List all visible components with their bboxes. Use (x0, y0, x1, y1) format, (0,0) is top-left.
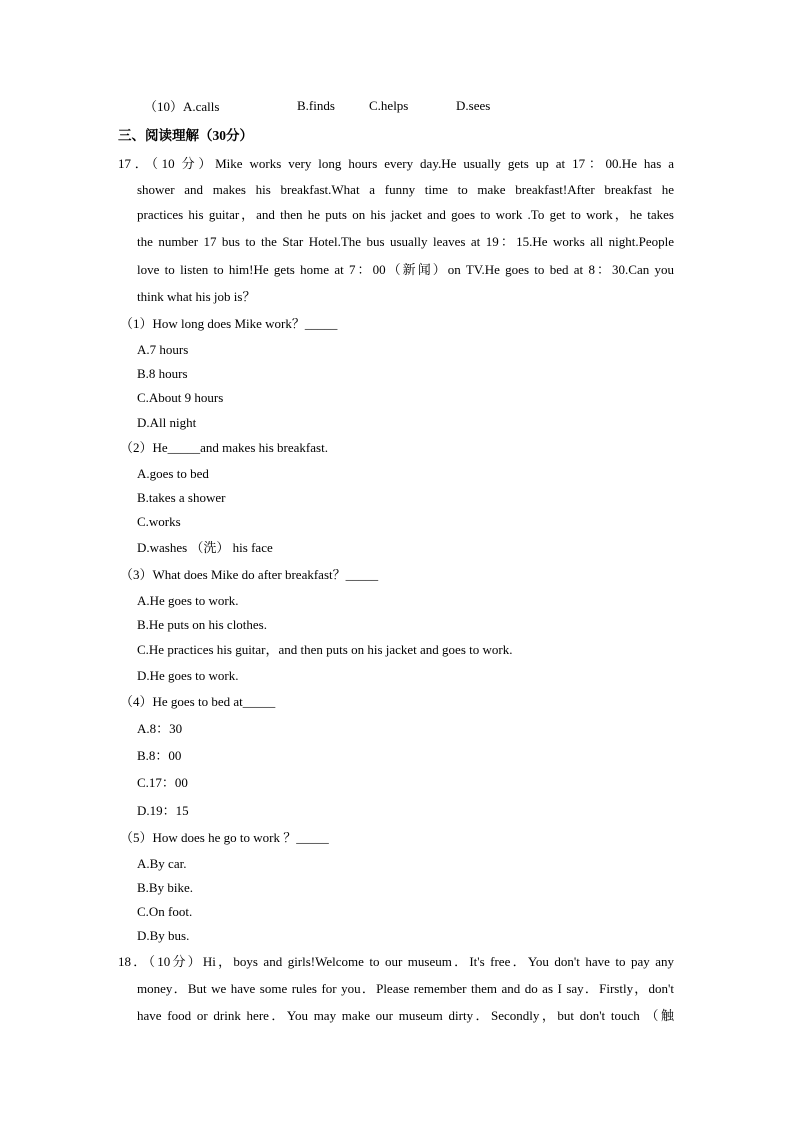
q17-5-stem: （5）How does he go to work ？_____ (120, 830, 329, 845)
q17-line-4: the number 17 bus to the Star Hotel.The bus usually leaves at 19：15.He works all night.People (137, 234, 674, 249)
q17-5-option-a: A.By car. (137, 856, 187, 871)
q17-1-stem: （1）How long does Mike work？_____ (120, 316, 338, 331)
q17-line-2: shower and makes his breakfast.What a funny time to make breakfast!After breakfast he (137, 182, 674, 197)
q17-5-option-d: D.By bus. (137, 928, 190, 943)
q17-2-option-c: C.works (137, 514, 181, 529)
q17-2-stem: （2）He_____and makes his breakfast. (120, 440, 328, 455)
q17-3-option-a: A.He goes to work. (137, 593, 239, 608)
q17-1-option-d: D.All night (137, 415, 197, 430)
q17-4-option-a: A.8：30 (137, 721, 183, 736)
q18-line-2: money．But we have some rules for you．Please remember them and do as I say．Firstly，don't (137, 981, 674, 996)
q17-5-option-b: B.By bike. (137, 880, 193, 895)
q17-4-stem: （4）He goes to bed at_____ (120, 694, 276, 709)
q17-3-stem: （3）What does Mike do after breakfast？_____ (120, 567, 379, 582)
q18-line-1: 18．（10分）Hi，boys and girls!Welcome to our museum．It's free．You don't have to pay any (118, 954, 674, 969)
q10-option-a: （10）A.calls (144, 99, 220, 114)
q18-line-3: have food or drink here．You may make our museum dirty．Secondly，but don't touch （触 (137, 1008, 674, 1023)
q17-line-1: 17．（10 分）Mike works very long hours every day.He usually gets up at 17：00.He has a (118, 156, 674, 171)
q17-4-option-c: C.17：00 (137, 775, 188, 790)
q17-line-3: practices his guitar，and then he puts on his jacket and goes to work .To get to work，he takes (137, 207, 674, 222)
q17-line-5: love to listen to him!He gets home at 7：00（新闻）on TV.He goes to bed at 8：30.Can you (137, 262, 674, 277)
q17-5-option-c: C.On foot. (137, 904, 193, 919)
q17-1-option-b: B.8 hours (137, 366, 188, 381)
q17-4-option-d: D.19：15 (137, 803, 189, 818)
q17-2-option-b: B.takes a shower (137, 490, 226, 505)
q17-line-6: think what his job is？ (137, 289, 256, 304)
q17-4-option-b: B.8：00 (137, 748, 182, 763)
q17-3-option-b: B.He puts on his clothes. (137, 617, 267, 632)
q17-1-option-a: A.7 hours (137, 342, 189, 357)
q10-option-c: C.helps (369, 98, 409, 113)
q17-2-option-a: A.goes to bed (137, 466, 209, 481)
q17-2-option-d: D.washes （洗） his face (137, 540, 273, 555)
q17-3-option-c: C.He practices his guitar，and then puts on his jacket and goes to work. (137, 642, 513, 657)
q17-3-option-d: D.He goes to work. (137, 668, 239, 683)
q17-1-option-c: C.About 9 hours (137, 390, 224, 405)
q10-option-b: B.finds (297, 98, 335, 113)
section-title: 三、阅读理解（30分） (118, 128, 253, 143)
q10-option-d: D.sees (456, 98, 491, 113)
